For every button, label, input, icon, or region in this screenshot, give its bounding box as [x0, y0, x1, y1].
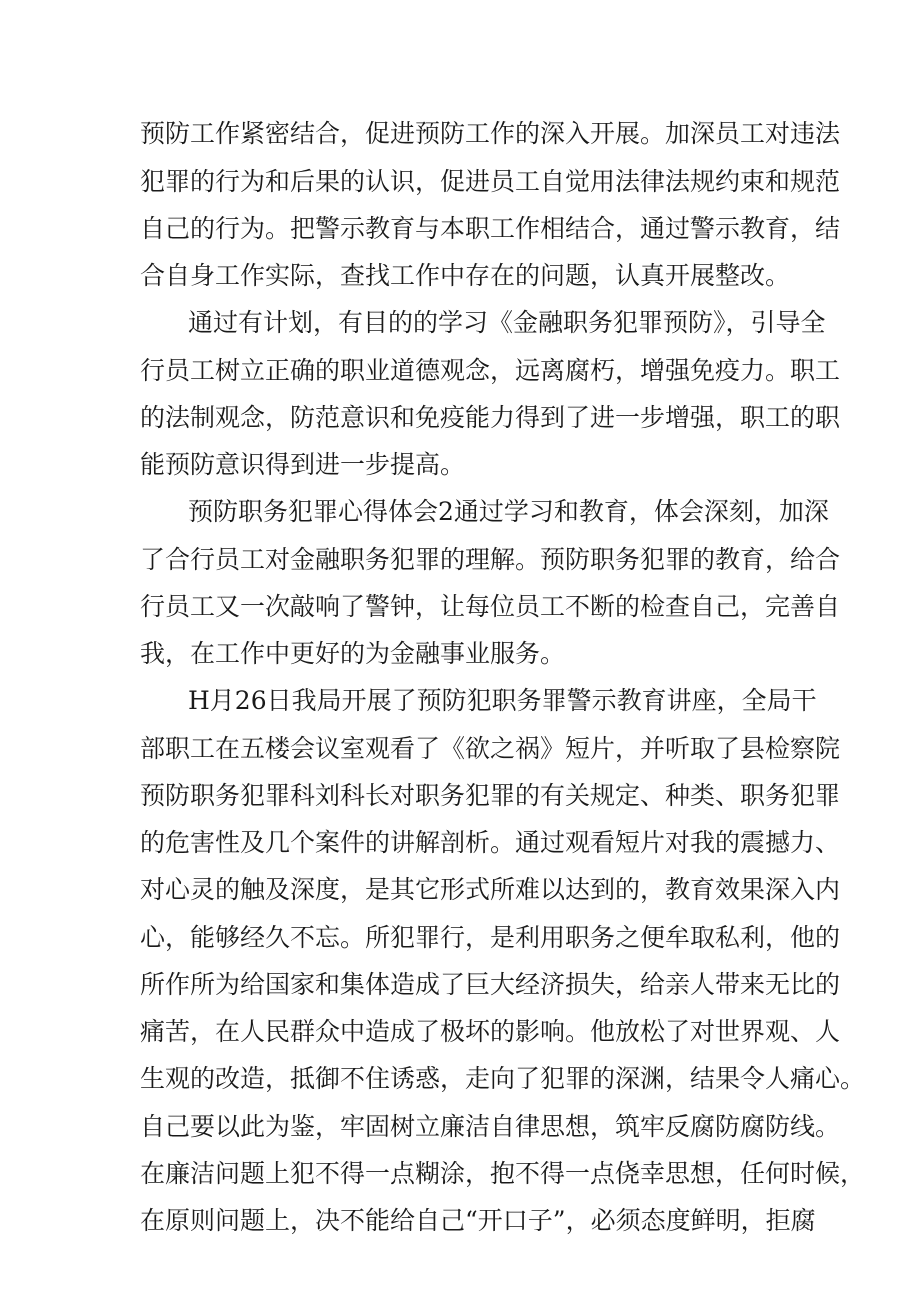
text-line: 预防职务犯罪心得体会2通过学习和教育，体会深刻，加深 — [188, 497, 829, 526]
text-line: 痛苦，在人民群众中造成了极坏的影响。他放松了对世界观、人 — [140, 1017, 841, 1046]
text-line: 行员工树立正确的职业道德观念，远离腐朽，增强免疫力。职工 — [140, 356, 841, 385]
text-line: 了合行员工对金融职务犯罪的理解。预防职务犯罪的教育，给合 — [140, 545, 841, 574]
text-line: 的危害性及几个案件的讲解剖析。通过观看短片对我的震撼力、 — [140, 828, 841, 857]
text-line: 生观的改造，抵御不住诱惑，走向了犯罪的深渊，结果令人痛心。 — [140, 1064, 866, 1093]
text-line: 能预防意识得到进一步提高。 — [140, 450, 466, 479]
text-line: 的法制观念，防范意识和免疫能力得到了进一步增强，职工的职 — [140, 403, 841, 432]
text-line: 心，能够经久不忘。所犯罪行，是利用职务之便牟取私利，他的 — [140, 923, 841, 952]
text-line: 合自身工作实际，查找工作中存在的问题，认真开展整改。 — [140, 261, 791, 290]
text-line: 行员工又一次敲响了警钟，让每位员工不断的检查自己，完善自 — [140, 592, 841, 621]
text-line: 犯罪的行为和后果的认识，促进员工自觉用法律法规约束和规范 — [140, 167, 841, 196]
text-line: 所作所为给国家和集体造成了巨大经济损失，给亲人带来无比的 — [140, 970, 841, 999]
text-line: 部职工在五楼会议室观看了《欲之祸》短片，并听取了县检察院 — [140, 734, 841, 763]
text-line: 预防工作紧密结合，促进预防工作的深入开展。加深员工对违法 — [140, 119, 841, 148]
text-line: 我，在工作中更好的为金融事业服务。 — [140, 639, 566, 668]
text-line: 通过有计划，有目的的学习《金融职务犯罪预防》，引导全 — [188, 308, 826, 337]
text-line: 在廉洁问题上犯不得一点糊涂，抱不得一点侥幸思想，任何时候， — [140, 1159, 866, 1188]
text-line: H月26日我局开展了预防犯职务罪警示教育讲座，全局干 — [188, 686, 817, 715]
text-line: 自己要以此为鉴，牢固树立廉洁自律思想，筑牢反腐防腐防线。 — [140, 1112, 841, 1141]
text-line: 对心灵的触及深度，是其它形式所难以达到的，教育效果深入内 — [140, 875, 841, 904]
text-line: 在原则问题上，决不能给自己“开口子”，必须态度鲜明，拒腐 — [140, 1206, 816, 1235]
text-line: 预防职务犯罪科刘科长对职务犯罪的有关规定、种类、职务犯罪 — [140, 781, 841, 810]
text-line: 自己的行为。把警示教育与本职工作相结合，通过警示教育，结 — [140, 214, 841, 243]
